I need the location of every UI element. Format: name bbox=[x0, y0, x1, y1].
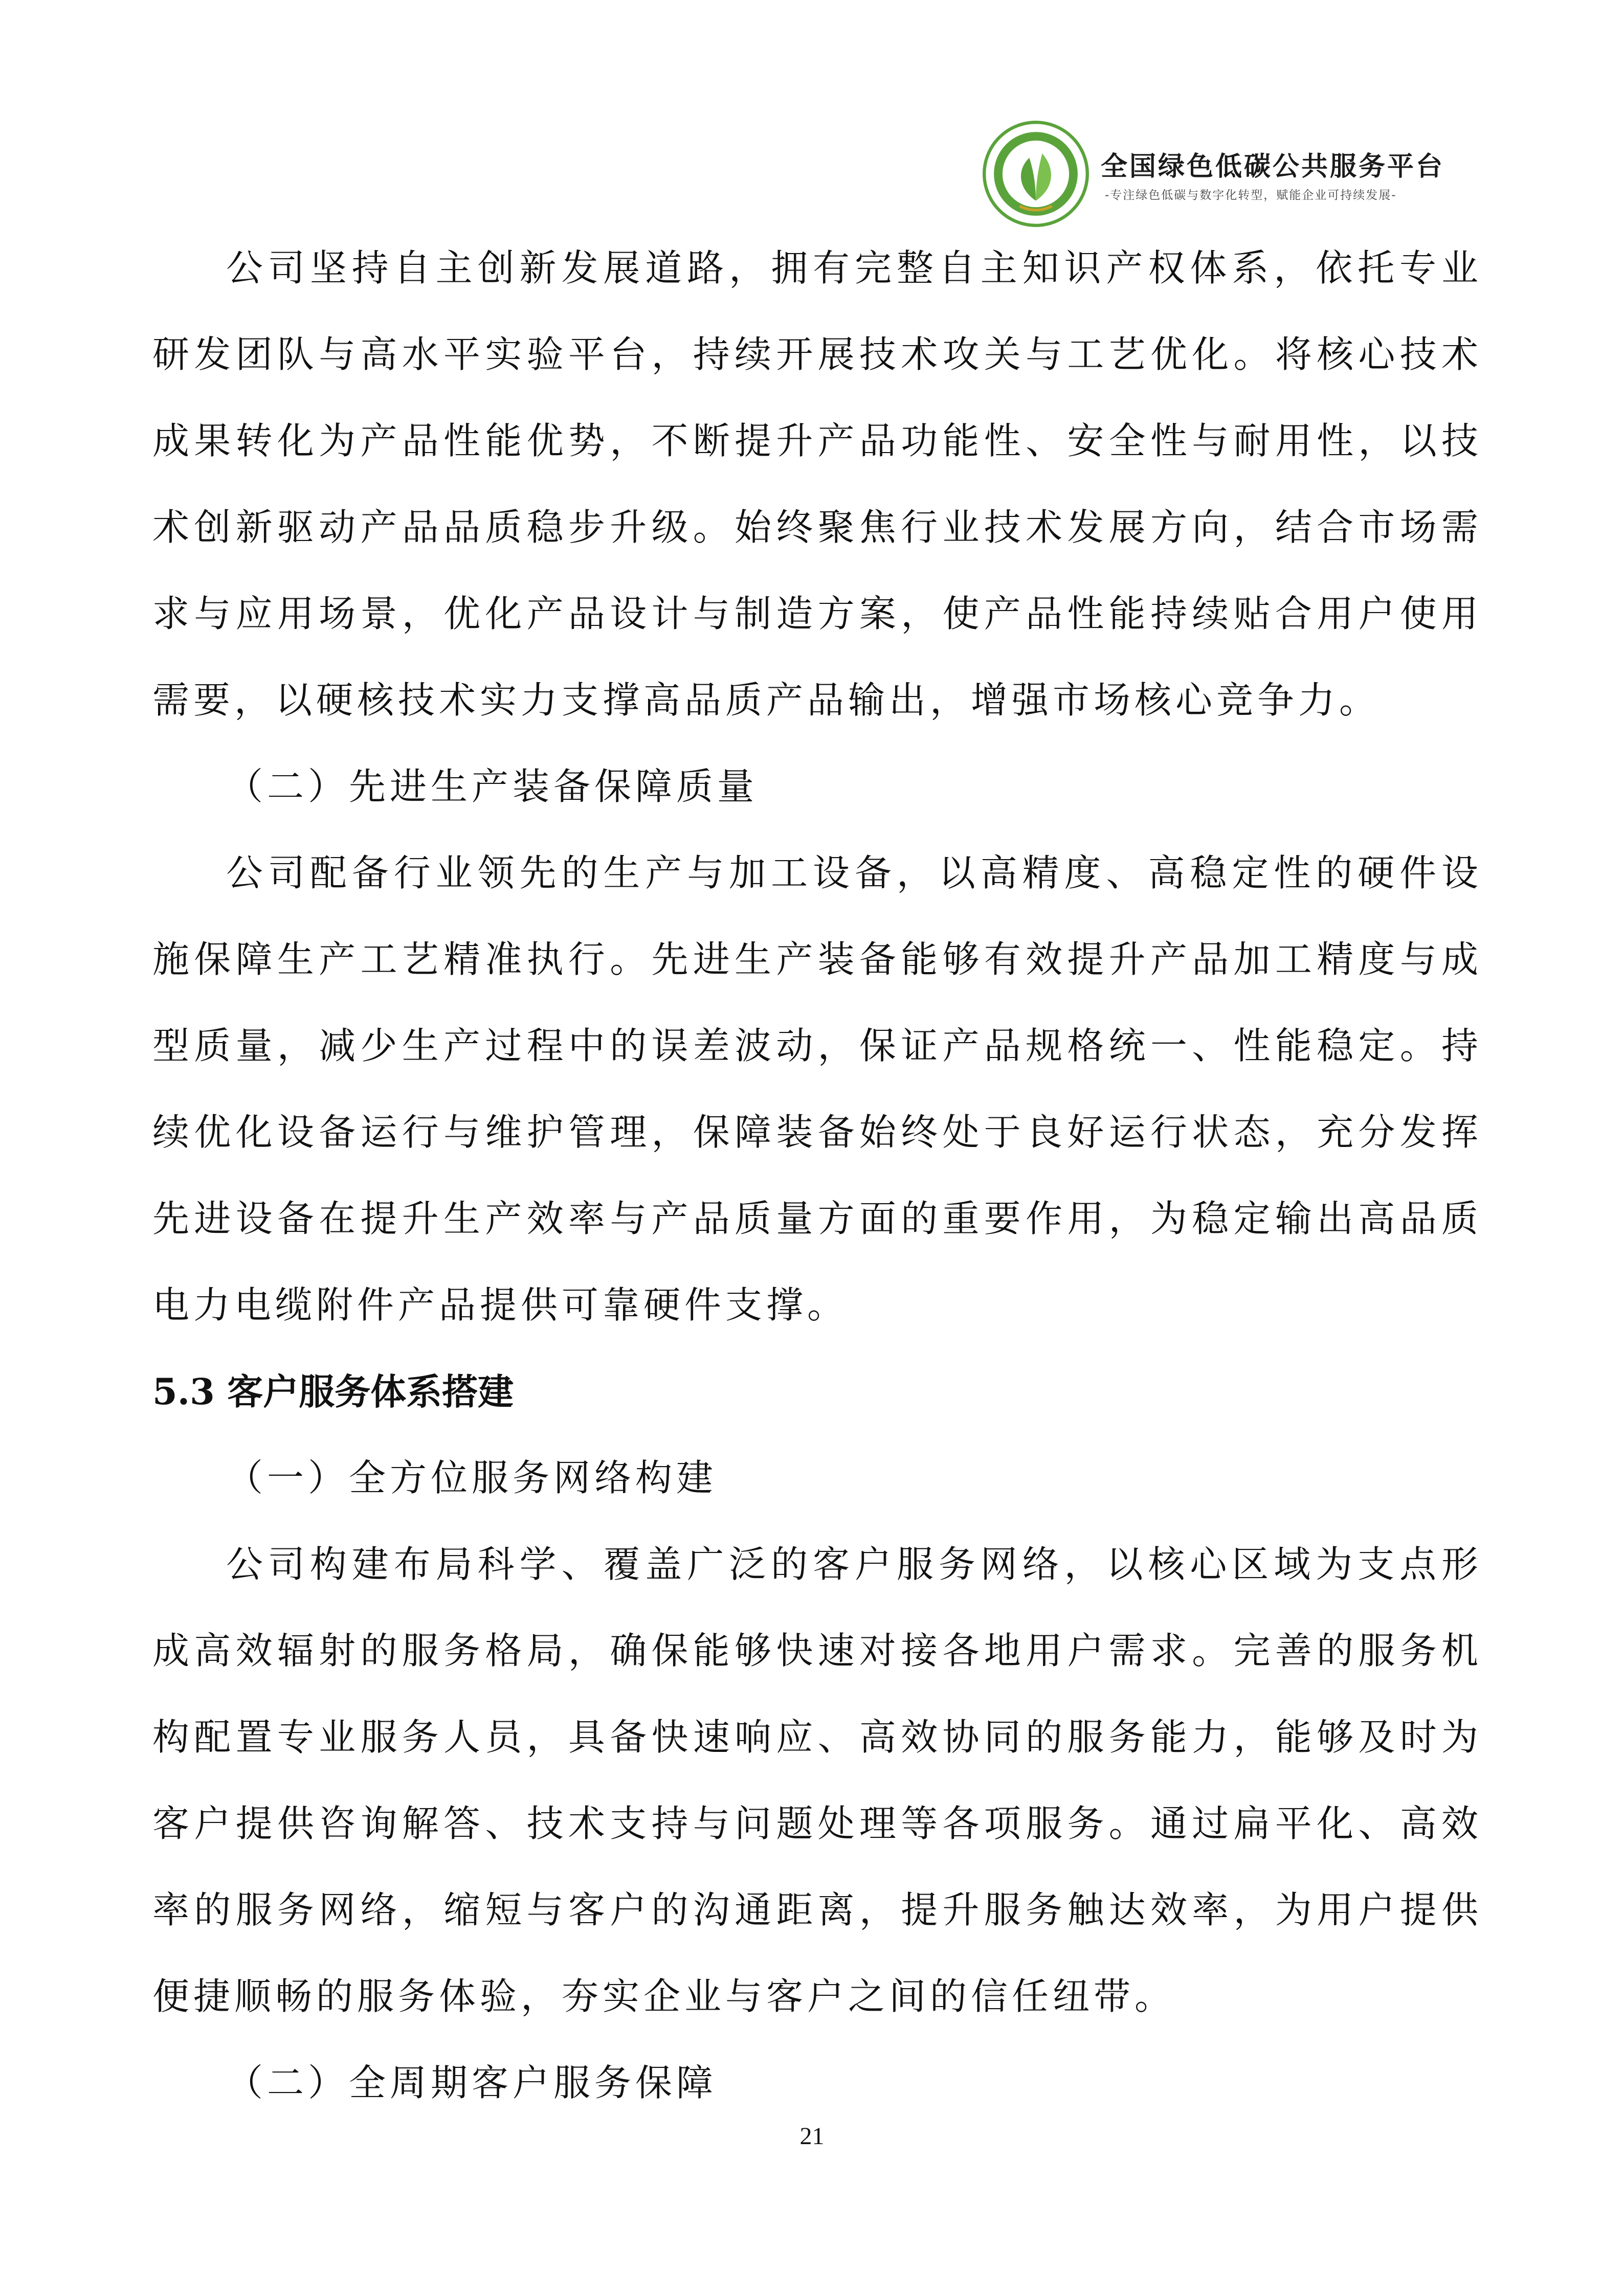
platform-slogan: -专注绿色低碳与数字化转型，赋能企业可持续发展- bbox=[1105, 189, 1397, 202]
subheading-lifecycle-service: （二）全周期客户服务保障 bbox=[226, 2061, 718, 2104]
paragraph-service-network: 公司构建布局科学、覆盖广泛的客户服务网络，以核心区域为支点形成高效辐射的服务格局，确保能够快速对接各地用户需求。完善的服务机构配置专业服务人员，具备快速响应、高效协同的服务能力，能够及时为客户提供咨询解答、技术支持与问题处理等各项服务。通过扁平化、高效率的服务网络，缩短与客户的沟通距离，提升服务触达效率，为用户提供便捷顺畅的服务体验，夯实企业与客户之间的信任纽带。 bbox=[152, 1543, 1482, 2018]
page-number: 21 bbox=[799, 2123, 825, 2150]
paragraph-equipment: 公司配备行业领先的生产与加工设备，以高精度、高稳定性的硬件设施保障生产工艺精准执行。先进生产装备能够有效提升产品加工精度与成型质量，减少生产过程中的误差波动，保证产品规格统一、性能稳定。持续优化设备运行与维护管理，保障装备始终处于良好运行状态，充分发挥先进设备在提升生产效率与产品质量方面的重要作用，为稳定输出高品质电力电缆附件产品提供可靠硬件支撑。 bbox=[152, 851, 1482, 1326]
subheading-service-network: （一）全方位服务网络构建 bbox=[226, 1456, 718, 1499]
platform-logo-icon bbox=[982, 120, 1089, 228]
document-body bbox=[152, 225, 1482, 2126]
paragraph-innovation: 公司坚持自主创新发展道路，拥有完整自主知识产权体系，依托专业研发团队与高水平实验平台，持续开展技术攻关与工艺优化。将核心技术成果转化为产品性能优势，不断提升产品功能性、安全性与耐用性，以技术创新驱动产品品质稳步升级。始终聚焦行业技术发展方向，结合市场需求与应用场景，优化产品设计与制造方案，使产品性能持续贴合用户使用需要，以硬核技术实力支撑高品质产品输出，增强市场核心竞争力。 bbox=[152, 246, 1482, 722]
platform-header bbox=[982, 115, 1494, 228]
platform-title: 全国绿色低碳公共服务平台 bbox=[1101, 151, 1445, 182]
section-heading: 5.3 客户服务体系搭建 bbox=[152, 1370, 514, 1413]
subheading-equipment: （二）先进生产装备保障质量 bbox=[226, 765, 759, 808]
